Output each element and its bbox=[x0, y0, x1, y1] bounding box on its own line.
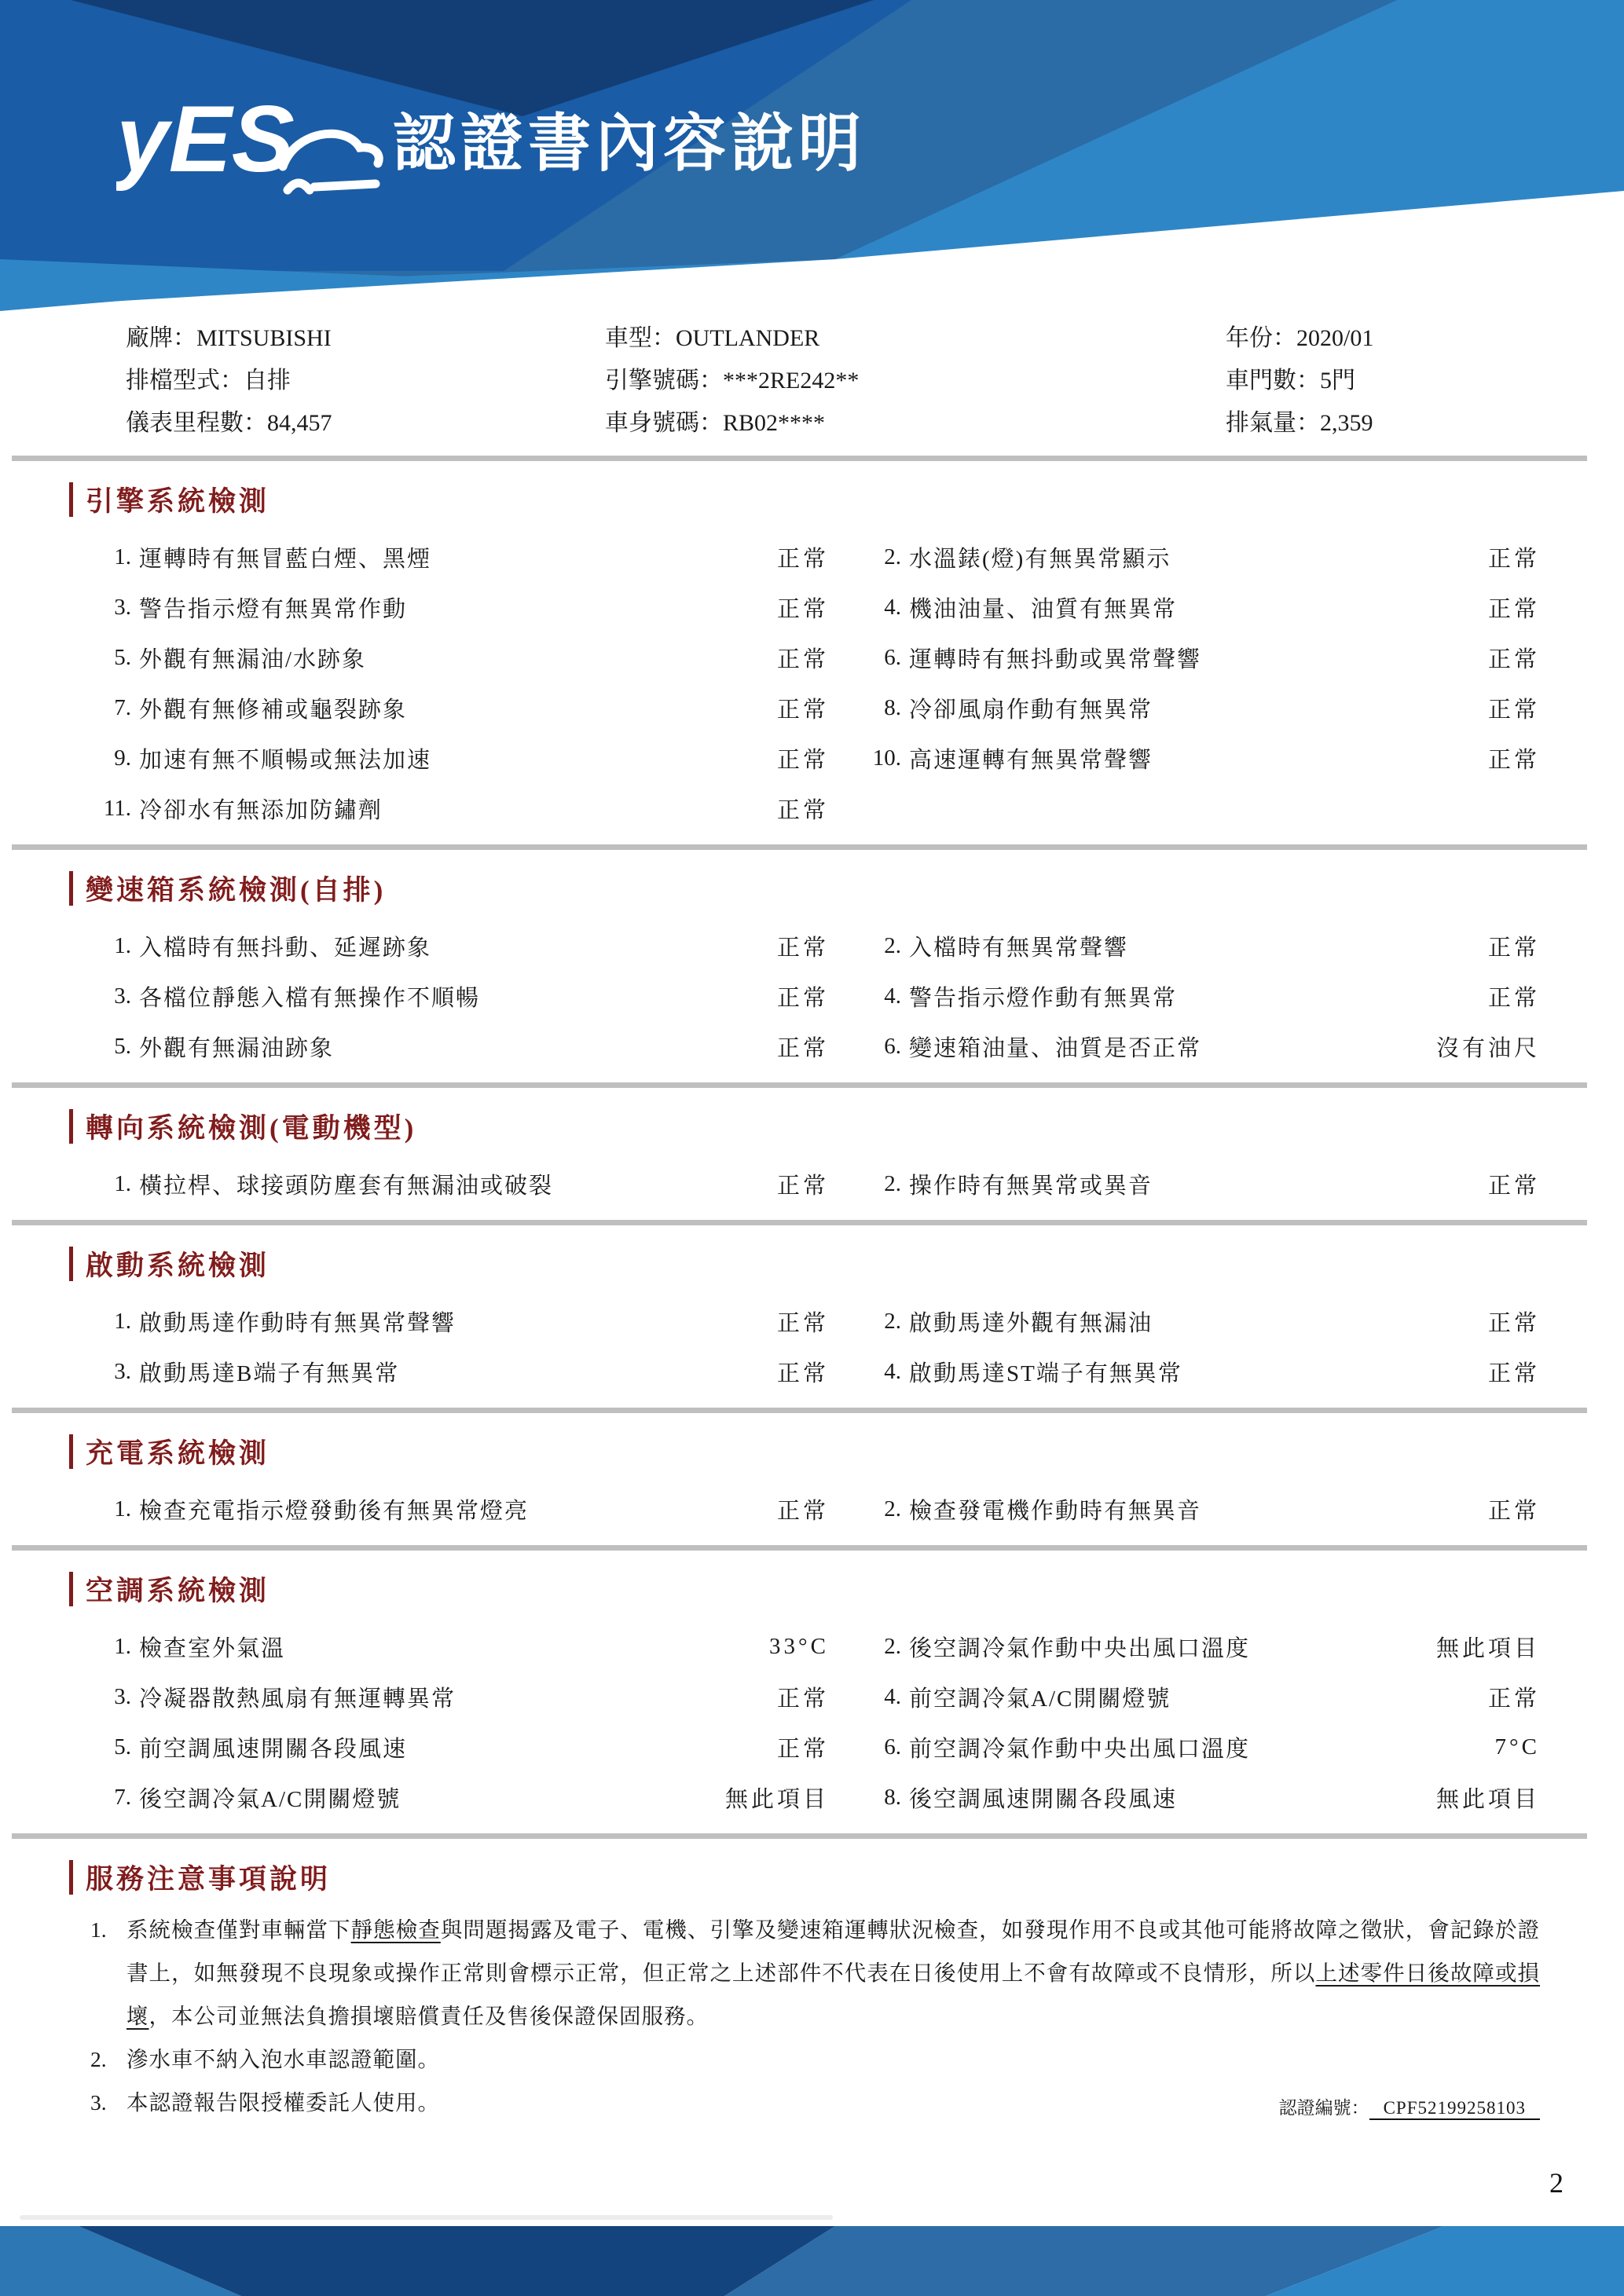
item-label: 後空調冷氣A/C開關燈號 bbox=[139, 1786, 401, 1812]
inspection-item bbox=[860, 683, 1434, 733]
column-gap bbox=[829, 1621, 860, 1672]
item-number: 3. bbox=[114, 594, 131, 620]
inspection-item bbox=[860, 1021, 1434, 1071]
section-title: 轉向系統檢測(電動機型) bbox=[86, 1113, 417, 1144]
service-note bbox=[90, 1908, 1540, 2038]
column-gap bbox=[829, 921, 860, 971]
inspection-value: 正常 bbox=[776, 646, 829, 672]
inspection-item bbox=[90, 1159, 727, 1209]
inspection-value: 正常 bbox=[1487, 1173, 1540, 1199]
note-text bbox=[126, 1908, 1540, 2038]
column-gap bbox=[829, 1346, 860, 1397]
column-gap bbox=[829, 783, 860, 833]
item-number: 7. bbox=[114, 694, 131, 720]
section-aircon bbox=[69, 1571, 1624, 1607]
section-steering bbox=[69, 1108, 1624, 1144]
column-gap bbox=[829, 1672, 860, 1722]
item-number: 7. bbox=[114, 1784, 131, 1810]
vehicle-field: 車身號碼：RB02**** bbox=[605, 410, 826, 436]
item-label: 前空調冷氣A/C開關燈號 bbox=[909, 1686, 1171, 1712]
item-label: 外觀有無漏油/水跡象 bbox=[139, 646, 367, 672]
item-label: 後空調冷氣作動中央出風口溫度 bbox=[909, 1635, 1251, 1661]
vehicle-field: 年份：2020/01 bbox=[1226, 325, 1374, 351]
note-plain-text: 與問題揭露及電子、電機、引擎及變速箱運轉狀況檢查，如發現作用不良或其他可能將故障之徵狀，會記錄於證書上，如無發現不良現象或操作正常則會標示正常，但正常之上述部件不代表在日後使用上不會有故障或不良情形，所以 bbox=[126, 1917, 1541, 1985]
inspection-item bbox=[860, 1722, 1434, 1772]
vehicle-field: 排檔型式：自排 bbox=[126, 368, 291, 394]
inspection-item bbox=[860, 971, 1434, 1021]
item-label: 外觀有無修補或龜裂跡象 bbox=[139, 697, 408, 723]
footer-divider bbox=[20, 2215, 833, 2220]
inspection-value: 正常 bbox=[1487, 985, 1540, 1011]
item-label: 檢查室外氣溫 bbox=[139, 1635, 286, 1661]
column-gap bbox=[829, 683, 860, 733]
inspection-item bbox=[90, 1484, 727, 1534]
section-starting bbox=[69, 1246, 1624, 1282]
heading-accent-bar bbox=[69, 1434, 73, 1469]
item-number: 5. bbox=[114, 644, 131, 670]
item-number: 1. bbox=[114, 544, 131, 569]
certificate-number-value: CPF52199258103 bbox=[1369, 2098, 1540, 2120]
item-label: 運轉時有無冒藍白煙、黑煙 bbox=[139, 546, 432, 572]
column-gap bbox=[829, 582, 860, 632]
inspection-items bbox=[90, 921, 1624, 1071]
item-number: 1. bbox=[114, 1633, 131, 1659]
note-text bbox=[126, 2038, 1540, 2081]
yes-logo-text: yES bbox=[116, 86, 295, 192]
section-charging bbox=[69, 1434, 1624, 1470]
inspection-item bbox=[860, 921, 1434, 971]
note-plain-text: 本認證報告限授權委託人使用。 bbox=[126, 2090, 440, 2115]
inspection-value: 正常 bbox=[776, 935, 829, 961]
item-number: 1. bbox=[114, 932, 131, 958]
vehicle-column bbox=[1226, 317, 1624, 445]
inspection-item bbox=[860, 632, 1434, 683]
service-notes-list bbox=[90, 1908, 1540, 2124]
inspection-value: 正常 bbox=[1487, 1498, 1540, 1524]
note-number: 3. bbox=[90, 2090, 107, 2115]
heading-accent-bar bbox=[69, 1860, 73, 1895]
item-number: 8. bbox=[884, 694, 901, 720]
service-note bbox=[90, 2081, 1540, 2124]
note-number: 1. bbox=[90, 1917, 107, 1942]
certificate-number-label: 認證編號： bbox=[1278, 2098, 1369, 2118]
inspection-value: 33°C bbox=[769, 1633, 829, 1659]
section-divider bbox=[12, 456, 1587, 461]
section-divider bbox=[12, 1082, 1587, 1088]
heading-accent-bar bbox=[69, 1109, 73, 1144]
car-silhouette-icon bbox=[283, 134, 379, 190]
item-number: 4. bbox=[884, 594, 901, 620]
inspection-item bbox=[90, 971, 727, 1021]
inspection-items bbox=[90, 1159, 1624, 1209]
heading-accent-bar bbox=[69, 871, 73, 906]
inspection-item bbox=[90, 1772, 727, 1822]
item-number: 1. bbox=[114, 1308, 131, 1334]
vehicle-field: 引擎號碼：***2RE242** bbox=[605, 368, 860, 394]
item-label: 外觀有無漏油跡象 bbox=[139, 1035, 335, 1061]
inspection-item bbox=[90, 783, 727, 833]
item-number: 2. bbox=[884, 932, 901, 958]
section-title: 空調系統檢測 bbox=[86, 1576, 270, 1606]
inspection-item bbox=[90, 1296, 727, 1346]
note-plain-text: 系統檢查僅對車輛當下 bbox=[126, 1917, 351, 1942]
inspection-value: 無此項目 bbox=[724, 1786, 829, 1812]
inspection-item bbox=[90, 1346, 727, 1397]
note-plain-text: 滲水車不納入泡水車認證範圍。 bbox=[126, 2047, 440, 2071]
vehicle-field: 車門數：5門 bbox=[1226, 368, 1355, 394]
section-title: 啟動系統檢測 bbox=[86, 1251, 270, 1281]
item-label: 前空調冷氣作動中央出風口溫度 bbox=[909, 1736, 1251, 1762]
item-label: 啟動馬達B端子有無異常 bbox=[139, 1360, 400, 1386]
section-title: 引擎系統檢測 bbox=[86, 486, 270, 517]
inspection-item bbox=[90, 1722, 727, 1772]
inspection-item bbox=[860, 733, 1434, 783]
empty-cell bbox=[1434, 783, 1540, 833]
inspection-item bbox=[860, 1484, 1434, 1534]
heading-accent-bar bbox=[69, 482, 73, 517]
inspection-value: 正常 bbox=[1487, 1360, 1540, 1386]
item-label: 高速運轉有無異常聲響 bbox=[909, 747, 1153, 773]
report-body bbox=[0, 313, 1624, 2124]
item-number: 5. bbox=[114, 1033, 131, 1059]
item-label: 變速箱油量、油質是否正常 bbox=[909, 1035, 1202, 1061]
item-number: 3. bbox=[114, 1358, 131, 1384]
section-title: 服務注意事項說明 bbox=[86, 1864, 332, 1895]
item-label: 冷卻水有無添加防鏽劑 bbox=[139, 797, 383, 823]
item-label: 操作時有無異常或異音 bbox=[909, 1173, 1153, 1199]
item-label: 啟動馬達作動時有無異常聲響 bbox=[139, 1310, 456, 1336]
column-gap bbox=[829, 632, 860, 683]
heading-accent-bar bbox=[69, 1247, 73, 1281]
item-label: 冷凝器散熱風扇有無運轉異常 bbox=[139, 1686, 456, 1712]
inspection-item bbox=[90, 1021, 727, 1071]
item-label: 各檔位靜態入檔有無操作不順暢 bbox=[139, 985, 481, 1011]
certificate-number bbox=[1279, 2093, 1540, 2124]
inspection-value: 正常 bbox=[776, 596, 829, 622]
inspection-item bbox=[860, 1621, 1434, 1672]
inspection-item bbox=[860, 582, 1434, 632]
section-engine bbox=[69, 482, 1624, 518]
inspection-items bbox=[90, 1621, 1624, 1822]
item-number: 9. bbox=[114, 745, 131, 771]
item-number: 8. bbox=[884, 1784, 901, 1810]
item-number: 2. bbox=[884, 1496, 901, 1522]
item-number: 2. bbox=[884, 544, 901, 569]
section-title: 變速箱系統檢測(自排) bbox=[86, 875, 387, 906]
inspection-value: 正常 bbox=[1487, 1310, 1540, 1336]
item-label: 前空調風速開關各段風速 bbox=[139, 1736, 408, 1762]
inspection-item bbox=[90, 683, 727, 733]
empty-cell bbox=[860, 783, 1434, 833]
inspection-item bbox=[860, 1159, 1434, 1209]
column-gap bbox=[829, 1722, 860, 1772]
inspection-value: 正常 bbox=[776, 1498, 829, 1524]
column-gap bbox=[829, 1296, 860, 1346]
item-number: 4. bbox=[884, 1683, 901, 1709]
item-label: 加速有無不順暢或無法加速 bbox=[139, 747, 432, 773]
vehicle-field: 儀表里程數：84,457 bbox=[126, 410, 332, 436]
inspection-value: 正常 bbox=[776, 985, 829, 1011]
item-label: 後空調風速開關各段風速 bbox=[909, 1786, 1178, 1812]
inspection-value: 7°C bbox=[1494, 1734, 1540, 1760]
item-label: 啟動馬達ST端子有無異常 bbox=[909, 1360, 1182, 1386]
inspection-value: 正常 bbox=[776, 1736, 829, 1762]
footer-banner bbox=[0, 2226, 1624, 2296]
inspection-value: 正常 bbox=[776, 1310, 829, 1336]
inspection-value: 正常 bbox=[1487, 1686, 1540, 1712]
inspection-value: 正常 bbox=[1487, 697, 1540, 723]
section-divider bbox=[12, 1545, 1587, 1551]
inspection-item bbox=[90, 532, 727, 582]
vehicle-column bbox=[126, 317, 605, 445]
inspection-item bbox=[90, 1621, 727, 1672]
section-divider bbox=[12, 1220, 1587, 1225]
inspection-item bbox=[860, 1672, 1434, 1722]
item-number: 2. bbox=[884, 1308, 901, 1334]
section-title: 充電系統檢測 bbox=[86, 1438, 270, 1469]
item-number: 3. bbox=[114, 1683, 131, 1709]
column-gap bbox=[829, 532, 860, 582]
section-divider bbox=[12, 1408, 1587, 1413]
vehicle-column bbox=[605, 317, 1226, 445]
item-label: 機油油量、油質有無異常 bbox=[909, 596, 1178, 622]
inspection-value: 正常 bbox=[776, 1686, 829, 1712]
inspection-item bbox=[860, 1772, 1434, 1822]
inspection-item bbox=[90, 1672, 727, 1722]
note-plain-text: ，本公司並無法負擔損壞賠償責任及售後保證保固服務。 bbox=[148, 2004, 709, 2028]
note-number: 2. bbox=[90, 2047, 107, 2071]
inspection-value: 正常 bbox=[776, 1360, 829, 1386]
inspection-value: 正常 bbox=[1487, 747, 1540, 773]
note-text bbox=[126, 2081, 1279, 2124]
column-gap bbox=[829, 1772, 860, 1822]
section-divider bbox=[12, 844, 1587, 850]
item-number: 1. bbox=[114, 1170, 131, 1196]
item-number: 11. bbox=[103, 795, 131, 821]
column-gap bbox=[829, 1159, 860, 1209]
item-label: 運轉時有無抖動或異常聲響 bbox=[909, 646, 1202, 672]
inspection-items bbox=[90, 1484, 1624, 1534]
item-number: 6. bbox=[884, 644, 901, 670]
item-label: 橫拉桿、球接頭防塵套有無漏油或破裂 bbox=[139, 1173, 554, 1199]
item-number: 6. bbox=[884, 1734, 901, 1760]
section-divider bbox=[12, 1833, 1587, 1839]
column-gap bbox=[829, 1484, 860, 1534]
item-number: 10. bbox=[872, 745, 901, 771]
vehicle-field: 廠牌：MITSUBISHI bbox=[126, 325, 332, 351]
item-number: 1. bbox=[114, 1496, 131, 1522]
inspection-value: 正常 bbox=[1487, 546, 1540, 572]
inspection-value: 無此項目 bbox=[1435, 1635, 1540, 1661]
item-label: 冷卻風扇作動有無異常 bbox=[909, 697, 1153, 723]
vehicle-info bbox=[126, 317, 1624, 445]
page-number: 2 bbox=[1549, 2167, 1564, 2199]
item-label: 檢查充電指示燈發動後有無異常燈亮 bbox=[139, 1498, 530, 1524]
yes-logo bbox=[116, 75, 387, 217]
item-label: 警告指示燈有無異常作動 bbox=[139, 596, 408, 622]
item-number: 4. bbox=[884, 1358, 901, 1384]
inspection-value: 正常 bbox=[1487, 935, 1540, 961]
inspection-item bbox=[90, 582, 727, 632]
note-underlined-text: 靜態檢查 bbox=[350, 1917, 441, 1942]
inspection-value: 沒有油尺 bbox=[1435, 1035, 1540, 1061]
item-label: 警告指示燈作動有無異常 bbox=[909, 985, 1178, 1011]
column-gap bbox=[829, 733, 860, 783]
inspection-value: 正常 bbox=[776, 747, 829, 773]
item-label: 啟動馬達外觀有無漏油 bbox=[909, 1310, 1153, 1336]
item-number: 5. bbox=[114, 1734, 131, 1760]
inspection-item bbox=[860, 1346, 1434, 1397]
note-underlined-text: 上述零件日後故障或損壞 bbox=[126, 1961, 1541, 2028]
inspection-value: 正常 bbox=[1487, 646, 1540, 672]
inspection-item bbox=[860, 1296, 1434, 1346]
inspection-items bbox=[90, 532, 1624, 833]
header-banner bbox=[0, 0, 1624, 311]
item-number: 2. bbox=[884, 1633, 901, 1659]
vehicle-field: 排氣量：2,359 bbox=[1226, 410, 1373, 436]
inspection-value: 正常 bbox=[776, 797, 829, 823]
column-gap bbox=[829, 1021, 860, 1071]
item-label: 入檔時有無異常聲響 bbox=[909, 935, 1129, 961]
service-note bbox=[90, 2038, 1540, 2081]
heading-accent-bar bbox=[69, 1572, 73, 1606]
footer-graphic bbox=[0, 2226, 1624, 2296]
section-transmission bbox=[69, 870, 1624, 906]
item-label: 檢查發電機作動時有無異音 bbox=[909, 1498, 1202, 1524]
item-number: 2. bbox=[884, 1170, 901, 1196]
inspection-item bbox=[90, 632, 727, 683]
inspection-value: 正常 bbox=[776, 697, 829, 723]
inspection-value: 正常 bbox=[776, 1035, 829, 1061]
inspection-value: 正常 bbox=[776, 546, 829, 572]
item-number: 6. bbox=[884, 1033, 901, 1059]
column-gap bbox=[829, 971, 860, 1021]
item-label: 水溫錶(燈)有無異常顯示 bbox=[909, 546, 1171, 572]
inspection-item bbox=[860, 532, 1434, 582]
item-number: 4. bbox=[884, 983, 901, 1009]
item-number: 3. bbox=[114, 983, 131, 1009]
item-label: 入檔時有無抖動、延遲跡象 bbox=[139, 935, 432, 961]
inspection-item bbox=[90, 921, 727, 971]
page-title: 認證書內容說明 bbox=[393, 108, 866, 178]
inspection-value: 正常 bbox=[776, 1173, 829, 1199]
inspection-value: 正常 bbox=[1487, 596, 1540, 622]
inspection-value: 無此項目 bbox=[1435, 1786, 1540, 1812]
vehicle-field: 車型：OUTLANDER bbox=[605, 325, 820, 351]
inspection-item bbox=[90, 733, 727, 783]
inspection-items bbox=[90, 1296, 1624, 1397]
section-service-notes bbox=[69, 1859, 1624, 1895]
